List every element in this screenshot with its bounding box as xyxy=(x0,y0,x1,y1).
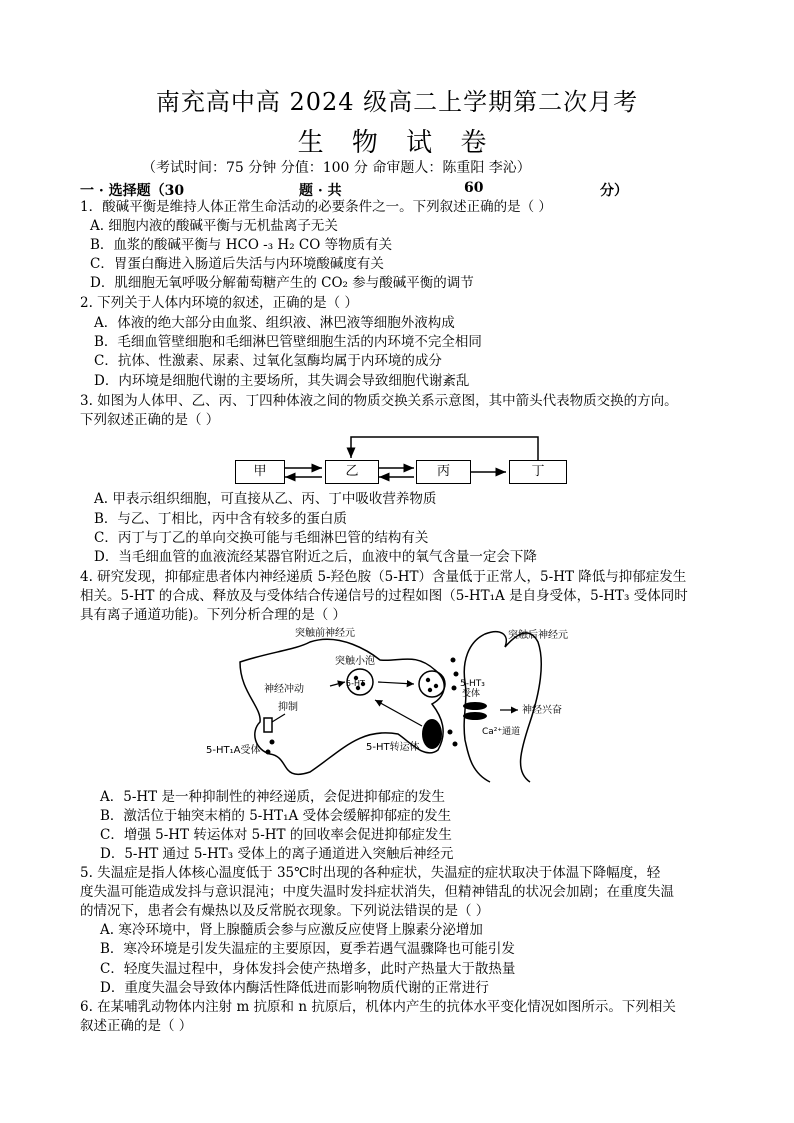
q4-option-c: C．增强 5-HT 转运体对 5-HT 的回收率会促进抑郁症发生 xyxy=(100,827,452,843)
q3-box-yi: 乙 xyxy=(325,460,379,484)
exam-title: 南充高中高 2024 级高二上学期第二次月考 xyxy=(155,88,639,116)
q4-option-a: A．5-HT 是一种抑制性的神经递质，会促进抑郁症的发生 xyxy=(100,789,445,805)
exam-info: （考试时间：75 分钟 分值：100 分 命审题人：陈重阳 李沁） xyxy=(142,160,531,176)
label-5ht3: 5-HT₃ xyxy=(460,679,485,689)
q4-option-d: D．5-HT 通过 5-HT₃ 受体上的离子通道进入突触后神经元 xyxy=(100,846,454,862)
q5-option-d: D．重度失温会导致体内酶活性降低进而影响物质代谢的正常进行 xyxy=(100,980,489,996)
q5-option-c: C．轻度失温过程中，身体发抖会使产热增多，此时产热量大于散热量 xyxy=(100,961,516,977)
q6-stem-line1: 6. 在某哺乳动物体内注射 m 抗原和 n 抗原后，机体内产生的抗体水平变化情况如图所示。下列相关 xyxy=(80,999,676,1015)
label-5ht1a-receptor: 5-HT₁A受体 xyxy=(206,745,261,756)
section-heading-part2: 题 · 共 xyxy=(299,183,342,199)
q1-option-b: B．血浆的酸碱平衡与 HCO -₃ H₂ CO 等物质有关 xyxy=(90,237,393,253)
label-5ht3-receptor: 受体 xyxy=(462,689,481,699)
q2-option-b: B．毛细血管壁细胞和毛细淋巴管壁细胞生活的内环境不完全相同 xyxy=(94,334,482,350)
q1-option-c: C．胃蛋白酶进入肠道后失活与内环境酸碱度有关 xyxy=(90,256,384,272)
label-neural-excitation: 神经兴奋 xyxy=(522,705,562,716)
label-vesicle: 突触小泡 xyxy=(335,656,375,667)
q3-option-a: A. 甲表示组织细胞，可直接从乙、丙、丁中吸收营养物质 xyxy=(94,491,437,507)
q4-stem-line1: 4. 研究发现，抑郁症患者体内神经递质 5-羟色胺（5-HT）含量低于正常人，5-HT 降低与抑郁症发生 xyxy=(80,569,687,585)
q2-option-a: A．体液的绝大部分由血浆、组织液、淋巴液等细胞外液构成 xyxy=(94,315,455,331)
q5-stem-line3: 的情况下，患者会有燥热以及反常脱衣现象。下列说法错误的是（ ） xyxy=(80,903,490,919)
q4-option-b: B．激活位于轴突末梢的 5-HT₁A 受体会缓解抑郁症的发生 xyxy=(100,808,452,824)
section-heading-part3: 60 xyxy=(464,180,484,196)
label-5ht-transporter: 5-HT转运体 xyxy=(366,742,420,753)
q4-stem-line2: 相关。5-HT 的合成、释放及与受体结合传递信号的过程如图（5-HT₁A 是自身受体，5-HT₃ 受体同时 xyxy=(80,588,688,604)
ht3-receptor xyxy=(463,702,487,710)
q3-stem-line2: 下列叙述正确的是（ ） xyxy=(80,412,220,428)
q3-stem-line1: 3. 如图为人体甲、乙、丙、丁四种体液之间的物质交换关系示意图，其中箭头代表物质交换的方向。 xyxy=(80,393,678,409)
q3-box-jia: 甲 xyxy=(235,460,285,484)
q2-stem: 2. 下列关于人体内环境的叙述，正确的是（ ） xyxy=(80,295,358,311)
q1-option-d: D．肌细胞无氧呼吸分解葡萄糖产生的 CO₂ 参与酸碱平衡的调节 xyxy=(90,275,474,291)
q3-box-ding: 丁 xyxy=(509,460,567,484)
q3-box-bing: 丙 xyxy=(416,460,471,484)
q1-option-a: A. 细胞内液的酸碱平衡与无机盐离子无关 xyxy=(90,218,338,234)
vesicle-2 xyxy=(419,671,445,697)
q3-option-d: D．当毛细血管的血液流经某器官附近之后，血液中的氧气含量一定会下降 xyxy=(94,549,537,565)
q3-option-c: C．丙丁与丁乙的单向交换可能与毛细淋巴管的结构有关 xyxy=(94,530,429,546)
label-ca-channel: Ca²⁺通道 xyxy=(482,727,521,737)
q3-option-b: B．与乙、丁相比，丙中含有较多的蛋白质 xyxy=(94,511,347,527)
q4-stem-line3: 具有离子通道功能)。下列分析合理的是（ ） xyxy=(80,607,347,623)
ht1a-receptor xyxy=(264,718,272,732)
q5-stem-line1: 5. 失温症是指人体核心温度低于 35℃时出现的各种症状，失温症的症状取决于体温下降幅度，轻 xyxy=(80,865,661,881)
label-presynaptic: 突触前神经元 xyxy=(295,628,355,639)
ht-transporter xyxy=(422,719,442,749)
q4-synapse-diagram xyxy=(200,622,610,787)
q5-option-a: A. 寒冷环境中，肾上腺髓质会参与应激反应使肾上腺素分泌增加 xyxy=(100,922,483,938)
label-5ht-vesicle: 5-HT xyxy=(346,679,365,688)
section-heading-part1: 一 · 选择题（30 xyxy=(80,183,185,199)
q2-option-c: C．抗体、性激素、尿素、过氧化氢酶均属于内环境的成分 xyxy=(94,353,442,369)
q1-stem: 1．酸碱平衡是维持人体正常生命活动的必要条件之一。下列叙述正确的是（ ） xyxy=(80,199,552,215)
q5-option-b: B．寒冷环境是引发失温症的主要原因，夏季若遇气温骤降也可能引发 xyxy=(100,941,515,957)
q2-option-d: D．内环境是细胞代谢的主要场所，其失调会导致细胞代谢紊乱 xyxy=(94,373,470,389)
section-heading-part4: 分） xyxy=(600,183,628,199)
label-inhibit: 抑制 xyxy=(278,702,298,713)
q6-stem-line2: 叙述正确的是（ ） xyxy=(80,1018,193,1034)
exam-subtitle: 生 物 试 卷 xyxy=(297,128,497,158)
label-impulse: 神经冲动 xyxy=(264,684,304,695)
q5-stem-line2: 度失温可能造成发抖与意识混沌；中度失温时发抖症状消失，但精神错乱的状况会加剧；在重度失温 xyxy=(80,884,674,900)
label-postsynaptic: 突触后神经元 xyxy=(508,630,568,641)
